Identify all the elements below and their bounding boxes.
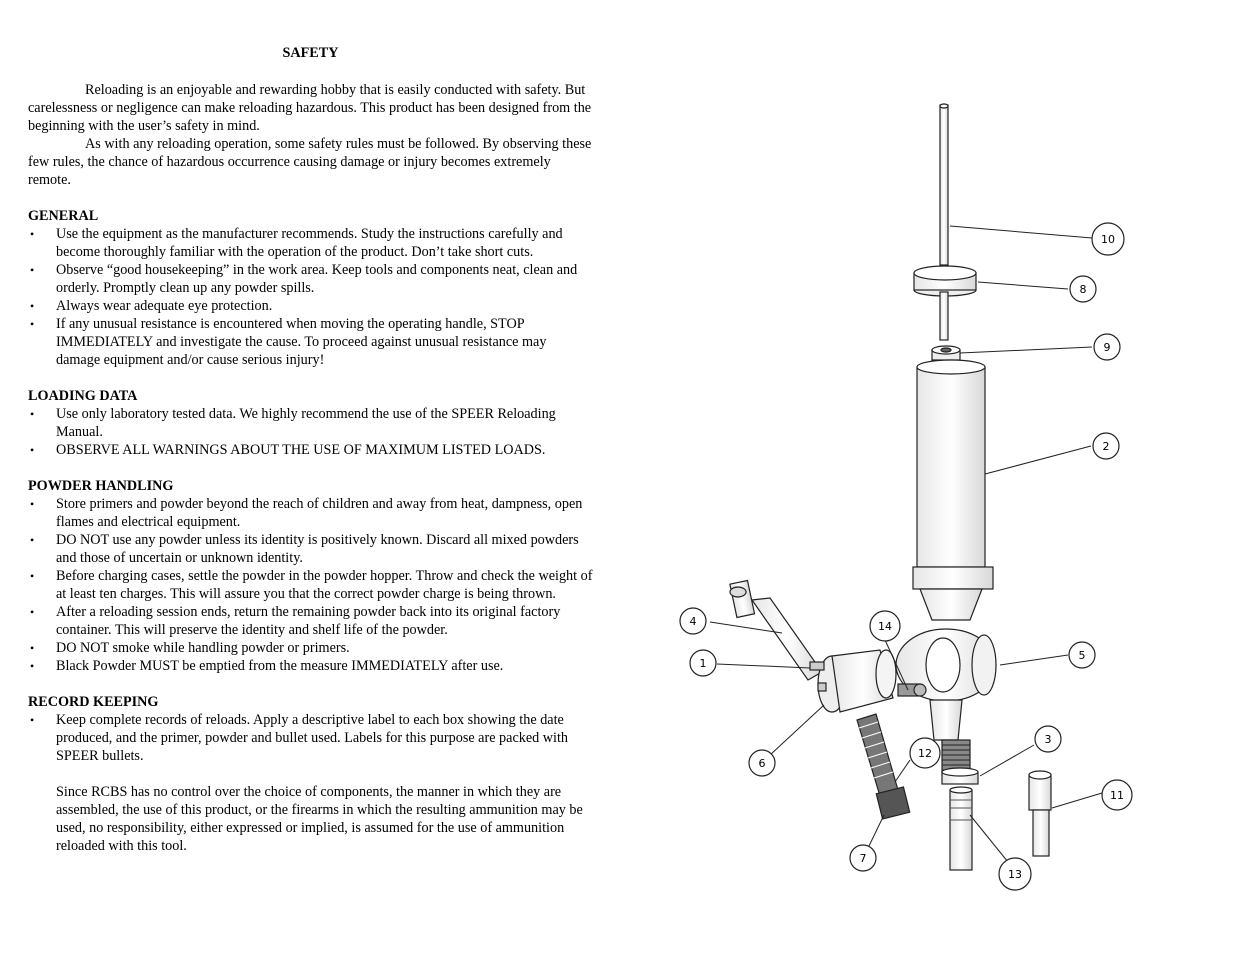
svg-text:13: 13: [1008, 868, 1022, 881]
callout-11: [1102, 780, 1132, 810]
list-item: • Store primers and powder beyond the reach of children and away from heat, dampness, open flames and electrical equipment.: [28, 495, 593, 531]
list-item: • DO NOT use any powder unless its identity is positively known. Discard all mixed powders and those of uncertain or unknown identity.: [28, 531, 593, 567]
rod-part: [940, 104, 948, 265]
callout-12: [910, 738, 940, 768]
callout-8: [1070, 276, 1096, 302]
svg-text:9: 9: [1103, 341, 1111, 354]
svg-text:7: 7: [859, 852, 867, 865]
list-item: • Use only laboratory tested data. We highly recommend the use of the SPEER Reloading Manual.: [28, 405, 593, 441]
intro-paragraph-1: Reloading is an enjoyable and rewarding hobby that is easily conducted with safety. But carelessness or negligence can make reloading hazardous. This product has been designed from the beginning with the user’s safety in mind.: [28, 82, 592, 134]
svg-text:4: 4: [689, 615, 697, 628]
bullet-list: [28, 405, 593, 459]
svg-text:12: 12: [918, 747, 932, 760]
lock-nut-part: [942, 768, 978, 784]
section-heading: POWDER HANDLING: [28, 478, 174, 494]
svg-text:10: 10: [1101, 233, 1115, 246]
list-item: • OBSERVE ALL WARNINGS ABOUT THE USE OF MAXIMUM LISTED LOADS.: [28, 441, 593, 459]
page-title: SAFETY: [282, 45, 339, 61]
callout-bubbles: [680, 223, 1132, 890]
svg-text:14: 14: [878, 620, 892, 633]
bullet-list: [28, 495, 593, 675]
callout-1: [690, 650, 716, 676]
disclaimer-paragraph: Since RCBS has no control over the choice of components, the manner in which they are assembled, the use of this product, or the firearms in which the resulting ammunition may be used, no responsibility, either expressed or implied, is assumed for the use of ammunition reloaded with this tool.: [56, 784, 583, 854]
list-item: • If any unusual resistance is encountered when moving the operating handle, STOP IMMEDIATELY and investigate the cause. To proceed against unusual resistance may damage equipment and/or cause serious injury!: [28, 315, 593, 369]
svg-text:6: 6: [758, 757, 766, 770]
section-heading: RECORD KEEPING: [28, 694, 159, 710]
spring-tube-part: [857, 714, 910, 819]
callout-7: [850, 845, 876, 871]
svg-text:8: 8: [1079, 283, 1087, 296]
section-heading: GENERAL: [28, 208, 99, 224]
svg-text:1: 1: [699, 657, 707, 670]
callout-5: [1069, 642, 1095, 668]
list-item: • Keep complete records of reloads. Apply a descriptive label to each box showing the date produced, and the primer, powder and bullet used. Labels for this purpose are packed with SPEER bullets.: [28, 711, 593, 765]
section-loading-data: [28, 387, 593, 459]
section-general: [28, 207, 593, 369]
bullet-list: [28, 225, 593, 369]
fitting-part: [898, 684, 926, 696]
intro-paragraph-2: As with any reloading operation, some safety rules must be followed. By observing these few rules, the chance of hazardous occurrence causing damage or injury becomes extremely remote.: [28, 136, 592, 188]
list-item: • Observe “good housekeeping” in the work area. Keep tools and components neat, clean and orderly. Promptly clean up any powder spills.: [28, 261, 593, 297]
list-item: • DO NOT smoke while handling powder or primers.: [28, 639, 593, 657]
exploded-parts-diagram: [672, 96, 1152, 908]
adapter-tube-part: [1029, 771, 1051, 856]
safety-text-column: [28, 44, 593, 855]
hopper-tube-part: [913, 360, 993, 620]
list-item: • Black Powder MUST be emptied from the measure IMMEDIATELY after use.: [28, 657, 593, 675]
disc-part: [914, 266, 976, 340]
callout-10: [1092, 223, 1124, 255]
svg-text:3: 3: [1044, 733, 1052, 746]
list-item: • After a reloading session ends, return the remaining powder back into its original factory container. This will preserve the identity and shelf life of the powder.: [28, 603, 593, 639]
callout-9: [1094, 334, 1120, 360]
svg-text:11: 11: [1110, 789, 1124, 802]
svg-text:5: 5: [1078, 649, 1086, 662]
list-item: • Use the equipment as the manufacturer recommends. Study the instructions carefully and become thoroughly familiar with the operation of the product. Don’t take short cuts.: [28, 225, 593, 261]
section-powder-handling: [28, 477, 593, 675]
section-record-keeping: [28, 693, 593, 855]
section-heading: LOADING DATA: [28, 388, 138, 404]
callout-2: [1093, 433, 1119, 459]
callout-4: [680, 608, 706, 634]
list-item: • Before charging cases, settle the powder in the powder hopper. Throw and check the weight of at least ten charges. This will assure you that the correct powder charge is being thrown.: [28, 567, 593, 603]
list-item: • Always wear adequate eye protection.: [28, 297, 593, 315]
drop-tube-part: [950, 787, 972, 870]
callout-3: [1035, 726, 1061, 752]
drum-part: [818, 650, 896, 712]
bullet-list: [28, 711, 593, 765]
callout-6: [749, 750, 775, 776]
cap-part: [932, 346, 960, 360]
svg-text:2: 2: [1102, 440, 1110, 453]
callout-14: [870, 611, 900, 641]
callout-13: [999, 858, 1031, 890]
